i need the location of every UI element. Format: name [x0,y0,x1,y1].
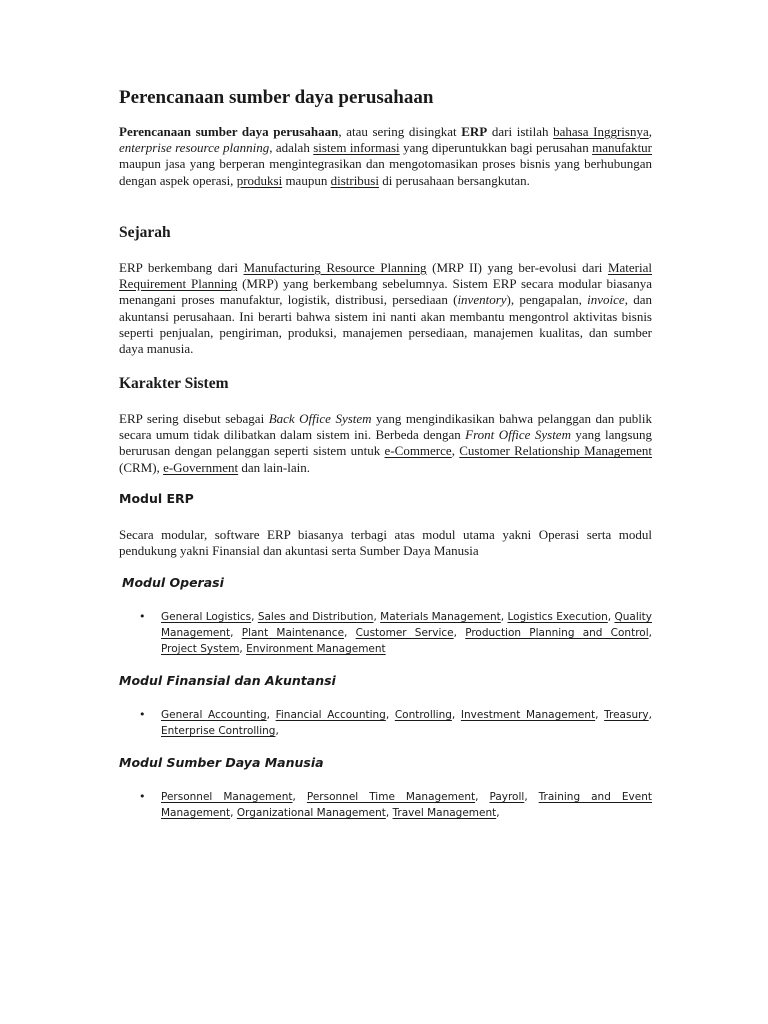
link-quality-management[interactable]: Quality Management [161,611,652,639]
link-mrp[interactable]: Material Requirement Planning [119,260,653,292]
term-bold: Perencanaan sumber daya perusahaan [119,124,339,139]
list-item: • General Logistics, Sales and Distribution, Materials Management, Logistics Execution, Quality Management, Plant Maintenance, Customer Service, Production Planning and Control, Project System, Environment Management [139,610,652,655]
link-investment-management[interactable]: Investment Management [460,709,596,721]
list-item: • Personnel Management, Personnel Time Management, Payroll, Training and Event Management, Organizational Management, Travel Management, [139,790,652,819]
karakter-paragraph: ERP sering disebut sebagai Back Office System yang mengindikasikan bahwa pelanggan dan publik secara umum tidak dilibatkan dalam sistem ini. Berbeda dengan Front Office System yang langsung berurusan dengan pelanggan seperti sistem untuk e-Commerce, Customer Relationship Management (CRM), e-Government dan lain-lain. [119,411,653,475]
link-personnel-time-management[interactable]: Personnel Time Management [306,791,476,803]
heading-modul-finansial: Modul Finansial dan Akuntansi [119,673,336,688]
sejarah-paragraph: ERP berkembang dari Manufacturing Resource Planning (MRP II) yang ber-evolusi dari Material Requirement Planning (MRP) yang berkembang sebelumnya. Sistem ERP secara modular biasanya menangani proses manufaktur, logistik, distribusi, persediaan (inventory), pengapalan, invoice, dan akuntansi perusahaan. Ini berarti bahwa sistem ini nanti akan membantu mengontrol aktivitas bisnis seperti penjualan, pengiriman, produksi, manajemen persediaan, manajemen kualitas, dan sumber daya manusia. [119,260,653,357]
link-e-government[interactable]: e-Government [163,459,239,475]
list-modul-operasi [139,609,652,657]
heading-modul-erp: Modul ERP [119,491,194,506]
intro-paragraph: Perencanaan sumber daya perusahaan, atau sering disingkat ERP dari istilah bahasa Inggrisnya, enterprise resource planning, adalah sistem informasi yang diperuntukkan bagi perusahan manufaktur maupun jasa yang berperan mengintegrasikan dan mengotomasikan proses bisnis yang berhubungan dengan aspek operasi, produksi maupun distribusi di perusahaan bersangkutan. [119,124,653,188]
link-customer-service[interactable]: Customer Service [355,627,454,639]
link-travel-management[interactable]: Travel Management [392,807,497,819]
list-modul-finansial [139,707,652,739]
link-manufaktur[interactable]: manufaktur [592,140,653,156]
link-personnel-management[interactable]: Personnel Management [161,791,293,803]
link-general-logistics[interactable]: General Logistics [161,611,252,623]
bullet-icon: • [139,610,146,623]
term-erp: ERP [461,124,488,139]
bullet-icon: • [139,708,146,721]
link-plant-maintenance[interactable]: Plant Maintenance [241,627,345,639]
heading-modul-operasi: Modul Operasi [122,575,224,590]
link-produksi[interactable]: produksi [236,172,283,188]
link-logistics-execution[interactable]: Logistics Execution [507,611,608,623]
link-sales-distribution[interactable]: Sales and Distribution [257,611,374,623]
list-item: • General Accounting, Financial Accounting, Controlling, Investment Management, Treasury, Enterprise Controlling, [139,708,652,737]
link-bahasa-inggris[interactable]: bahasa Inggrisnya [553,124,649,139]
link-production-planning[interactable]: Production Planning and Control [465,627,649,639]
link-e-commerce[interactable]: e-Commerce [384,443,452,459]
link-controlling[interactable]: Controlling [394,709,452,721]
heading-sejarah: Sejarah [119,224,171,241]
term-italic: enterprise resource planning [119,140,270,156]
bullet-icon: • [139,790,146,803]
link-materials-management[interactable]: Materials Management [380,611,501,623]
link-crm[interactable]: Customer Relationship Management [459,443,652,459]
link-enterprise-controlling[interactable]: Enterprise Controlling [161,725,276,737]
link-project-system[interactable]: Project System [161,643,240,655]
list-modul-sdm [139,789,652,821]
link-mrp-ii[interactable]: Manufacturing Resource Planning [243,260,427,275]
heading-modul-sdm: Modul Sumber Daya Manusia [119,755,324,770]
link-organizational-management[interactable]: Organizational Management [236,807,386,819]
link-training-event-management[interactable]: Training and Event Management [161,791,652,819]
link-financial-accounting[interactable]: Financial Accounting [275,709,386,721]
page-title: Perencanaan sumber daya perusahaan [119,87,434,108]
link-payroll[interactable]: Payroll [489,791,525,803]
link-general-accounting[interactable]: General Accounting [161,709,267,721]
link-environment-management[interactable]: Environment Management [246,643,386,655]
modul-paragraph: Secara modular, software ERP biasanya terbagi atas modul utama yakni Operasi serta modul pendukung yakni Finansial dan akuntasi serta Sumber Daya Manusia [119,527,652,559]
link-sistem-informasi[interactable]: sistem informasi [313,140,400,156]
link-distribusi[interactable]: distribusi [330,172,379,188]
link-treasury[interactable]: Treasury [604,709,649,721]
heading-karakter-sistem: Karakter Sistem [119,375,229,392]
